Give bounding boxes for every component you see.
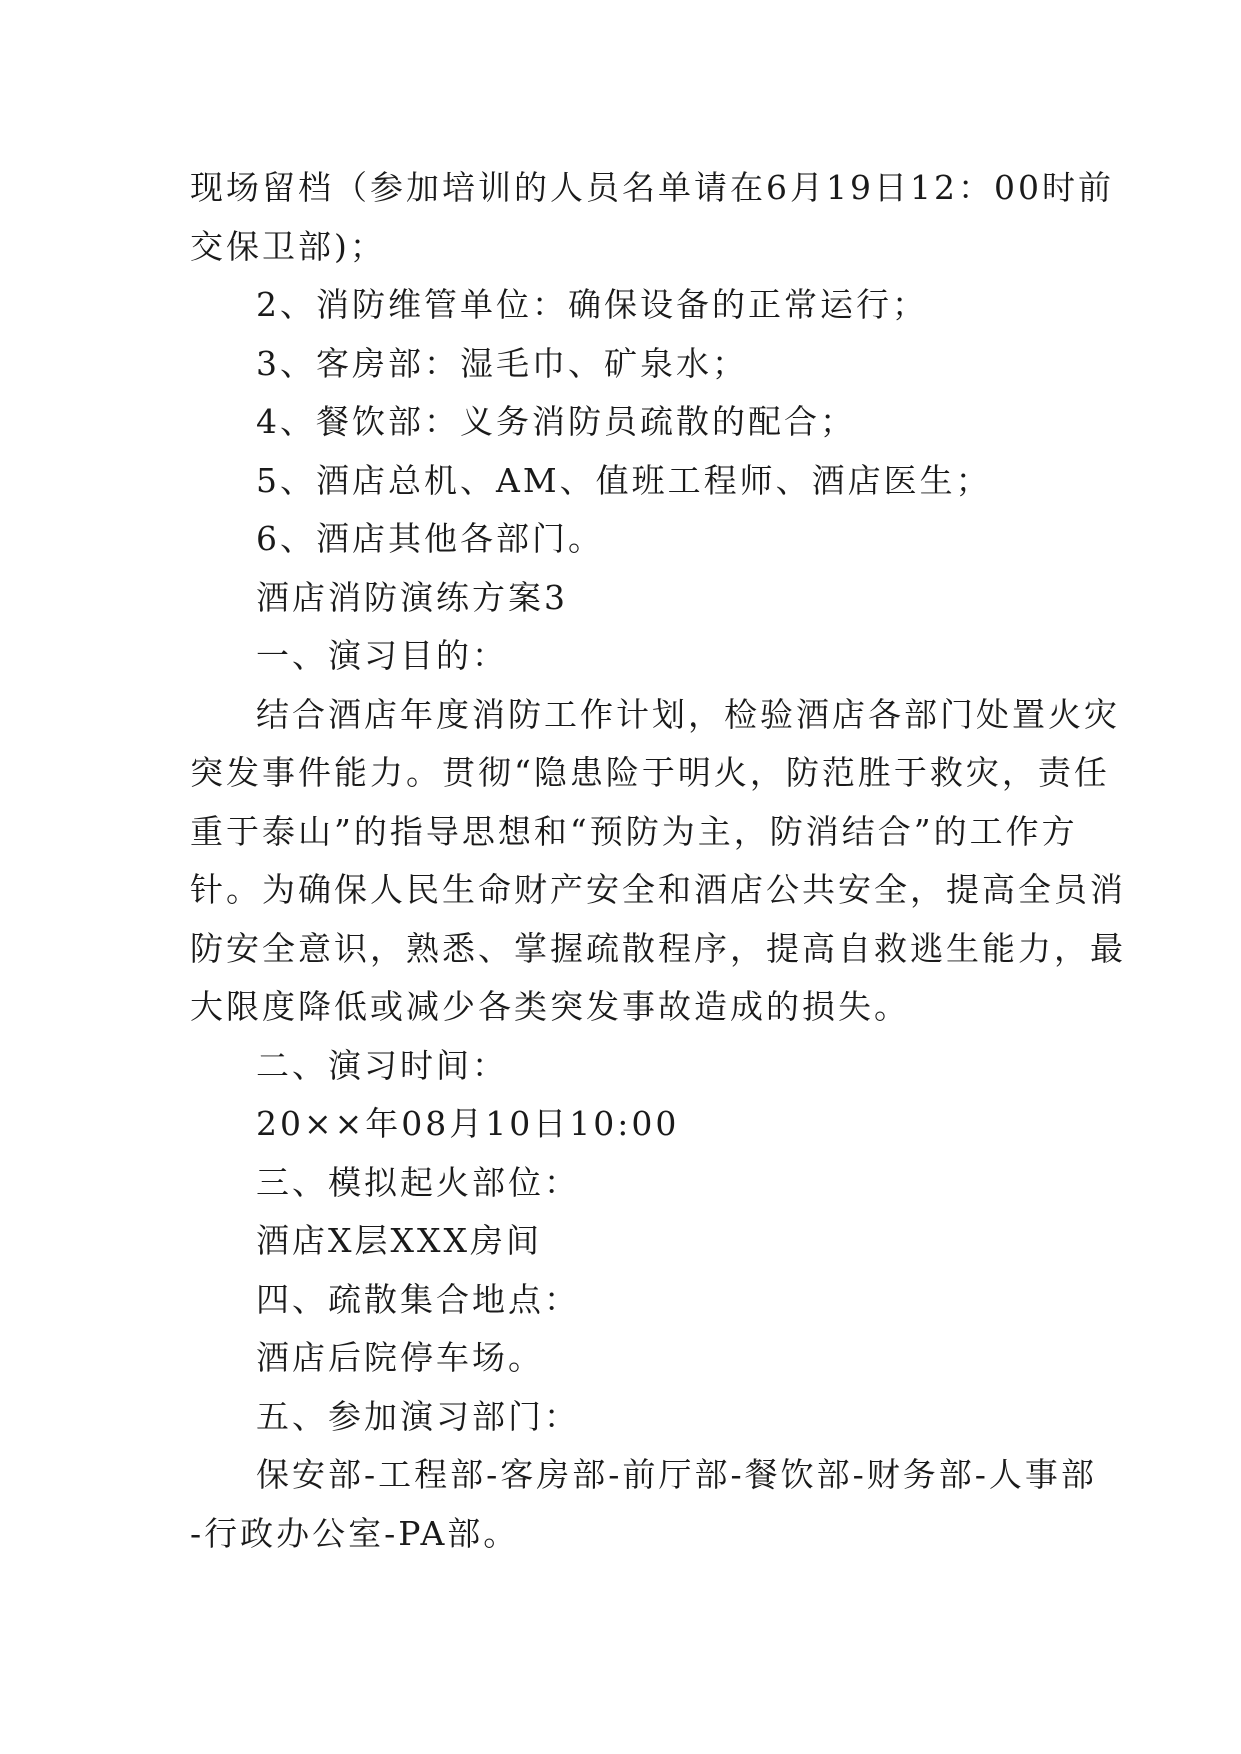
document-line: 五、参加演习部门：	[256, 1396, 580, 1436]
document-line: 一、演习目的：	[256, 636, 508, 675]
document-line: 酒店X层XXX房间	[256, 1221, 542, 1260]
document-line: 三、模拟起火部位：	[256, 1162, 580, 1202]
document-line: 二、演习时间：	[256, 1045, 508, 1085]
document-line: 结合酒店年度消防工作计划，检验酒店各部门处置火灾	[256, 694, 1120, 734]
document-body	[190, 159, 1126, 1563]
document-line: -行政办公室-PA部。	[190, 1513, 520, 1553]
document-line: 突发事件能力。贯彻“隐患险于明火，防范胜于救灾，责任	[190, 753, 1110, 792]
document-line: 交保卫部)；	[190, 226, 386, 266]
document-line: 5、酒店总机、AM、值班工程师、酒店医生；	[256, 460, 992, 500]
document-line: 4、餐饮部：义务消防员疏散的配合；	[256, 402, 856, 441]
document-line: 保安部-工程部-客房部-前厅部-餐饮部-财务部-人事部	[256, 1455, 1097, 1494]
document-line: 针。为确保人民生命财产安全和酒店公共安全，提高全员消	[190, 870, 1126, 909]
document-line: 3、客房部：湿毛巾、矿泉水；	[256, 343, 748, 383]
document-line: 现场留档（参加培训的人员名单请在6月19日12：00时前	[190, 168, 1114, 207]
document-line: 防安全意识，熟悉、掌握疏散程序，提高自救逃生能力，最	[190, 928, 1126, 968]
document-line: 酒店消防演练方案3	[256, 577, 568, 617]
document-line: 四、疏散集合地点：	[256, 1279, 580, 1319]
document-line: 2、消防维管单位：确保设备的正常运行；	[256, 285, 928, 324]
document-line: 大限度降低或减少各类突发事故造成的损失。	[190, 987, 910, 1026]
document-line: 重于泰山”的指导思想和“预防为主，防消结合”的工作方	[190, 811, 1078, 851]
document-line: 酒店后院停车场。	[256, 1338, 544, 1377]
document-line: 6、酒店其他各部门。	[256, 519, 604, 558]
document-line: 20××年08月10日10:00	[256, 1104, 680, 1143]
